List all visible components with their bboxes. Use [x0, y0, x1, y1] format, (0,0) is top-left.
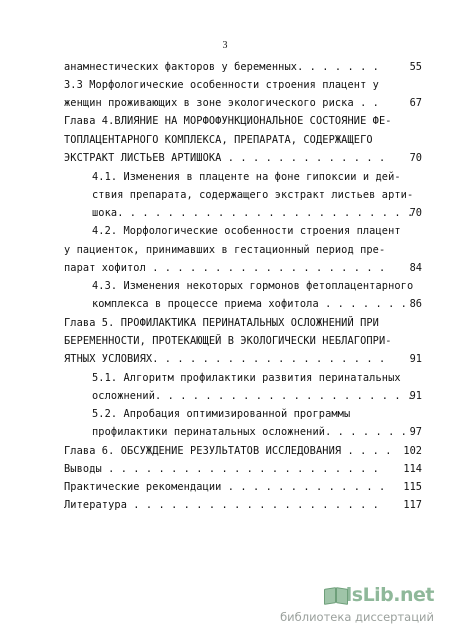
toc-line: шока. . . . . . . . . . . . . . . . . . . . . . . .: [92, 207, 414, 219]
toc-page-number: 117: [403, 499, 422, 511]
toc-page-number: 102: [403, 445, 422, 457]
toc-line: парат хофитол . . . . . . . . . . . . . . . . . . .: [64, 262, 386, 274]
toc-page-number: 91: [409, 390, 422, 402]
toc-line: комплекса в процессе приема хофитола . . . . . . .: [92, 298, 407, 310]
toc-line: 4.1. Изменения в плаценте на фоне гипоксии и дей-: [92, 171, 401, 183]
toc-line: осложнений. . . . . . . . . . . . . . . . . . . . .: [92, 390, 414, 402]
toc-page-number: 86: [409, 298, 422, 310]
toc-line: у пациенток, принимавших в гестационный период пре-: [64, 244, 386, 256]
toc-line: ЯТНЫХ УСЛОВИЯХ. . . . . . . . . . . . . . . . . . .: [64, 353, 386, 365]
toc-page-number: 70: [409, 207, 422, 219]
watermark-logo[interactable]: [338, 582, 434, 608]
toc-line: 4.3. Изменения некоторых гормонов фетоплацентарного: [92, 280, 414, 292]
watermark: [248, 580, 438, 626]
toc-line: Выводы . . . . . . . . . . . . . . . . . . . . . .: [64, 463, 379, 475]
toc-line: профилактики перинатальных осложнений. . . . . . .: [92, 426, 407, 438]
toc-line: ЭКСТРАКТ ЛИСТЬЕВ АРТИШОКА . . . . . . . . . . . . .: [64, 152, 386, 164]
toc-line: 3.3 Морфологические особенности строения плацент у: [64, 79, 379, 91]
toc-line: Практические рекомендации . . . . . . . . . . . . .: [64, 481, 386, 493]
watermark-subtitle: библиотека диссертаций: [280, 610, 434, 624]
toc-page-number: 67: [409, 97, 422, 109]
toc-page-number: 114: [403, 463, 422, 475]
toc-line: БЕРЕМЕННОСТИ, ПРОТЕКАЮЩЕЙ В ЭКОЛОГИЧЕСКИ НЕБЛАГОПРИ-: [64, 335, 392, 347]
toc-page-number: 91: [409, 353, 422, 365]
toc-line: анамнестических факторов у беременных. . . . . . .: [64, 61, 379, 73]
toc-line: 5.2. Апробация оптимизированной программы: [92, 408, 351, 420]
toc-line: 5.1. Алгоритм профилактики развития перинатальных: [92, 372, 401, 384]
toc-line: 4.2. Морфологические особенности строения плацент: [92, 225, 401, 237]
toc-line: Глава 4.ВЛИЯНИЕ НА МОРФОФУНКЦИОНАЛЬНОЕ СОСТОЯНИЕ ФЕ-: [64, 115, 392, 127]
watermark-logo-text: dsLib.net: [338, 584, 434, 606]
page-number: 3: [222, 40, 228, 51]
toc-page-number: 84: [409, 262, 422, 274]
toc-page-number: 115: [403, 481, 422, 493]
toc-line: Глава 6. ОБСУЖДЕНИЕ РЕЗУЛЬТАТОВ ИССЛЕДОВАНИЯ . . . .: [64, 445, 392, 457]
toc-page-number: 70: [409, 152, 422, 164]
toc-line: ствия препарата, содержащего экстракт листьев арти-: [92, 189, 414, 201]
toc-line: женщин проживающих в зоне экологического риска . .: [64, 97, 379, 109]
toc-page-number: 97: [409, 426, 422, 438]
toc-page-number: 55: [409, 61, 422, 73]
toc-line: Литература . . . . . . . . . . . . . . . . . . . .: [64, 499, 379, 511]
toc-line: Глава 5. ПРОФИЛАКТИКА ПЕРИНАТАЛЬНЫХ ОСЛОЖНЕНИЙ ПРИ: [64, 317, 379, 329]
toc-line: ТОПЛАЦЕНТАРНОГО КОМПЛЕКСА, ПРЕПАРАТА, СОДЕРЖАЩЕГО: [64, 134, 373, 146]
